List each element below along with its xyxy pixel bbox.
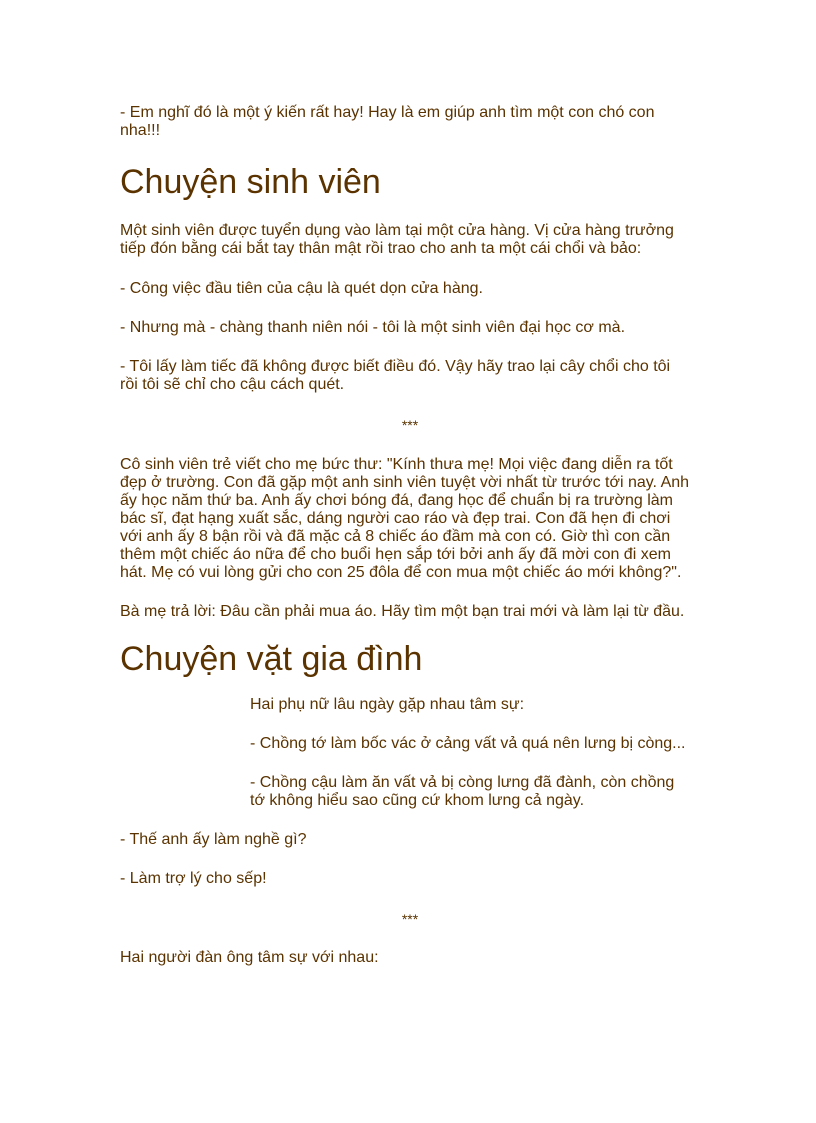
paragraph: Bà mẹ trả lời: Đâu cần phải mua áo. Hãy tìm một bạn trai mới và làm lại từ đầu.	[120, 603, 685, 620]
separator: ***	[401, 417, 419, 433]
section-title-sinh-vien: Chuyện sinh viên	[120, 163, 381, 201]
paragraph: - Chồng tớ làm bốc vác ở cảng vất vả quá nên lưng bị còng...	[250, 735, 686, 752]
intro-paragraph: - Em nghĩ đó là một ý kiến rất hay! Hay là em giúp anh tìm một con chó con nha!!!	[120, 104, 655, 139]
paragraph: - Chồng cậu làm ăn vất vả bị còng lưng đã đành, còn chồng tớ không hiểu sao cũng cứ khom lưng cả ngày.	[250, 774, 675, 809]
paragraph: Một sinh viên được tuyển dụng vào làm tại một cửa hàng. Vị cửa hàng trưởng tiếp đón bằng cái bắt tay thân mật rồi trao cho anh ta một cái chổi và bảo:	[120, 222, 674, 257]
paragraph: Hai người đàn ông tâm sự với nhau:	[120, 949, 379, 966]
paragraph: Cô sinh viên trẻ viết cho mẹ bức thư: "Kính thưa mẹ! Mọi việc đang diễn ra tốt đẹp ở trường. Con đã gặp một anh sinh viên tuyệt vời nhất từ trước tới nay. Anh ấy học năm thứ ba. Anh ấy chơi bóng đá, đang học để chuẩn bị ra trường làm bác sĩ, đạt hạng xuất sắc, dáng người cao ráo và đẹp trai. Con đã hẹn đi chơi với anh ấy 8 bận rồi và đã mặc cả 8 chiếc áo đầm mà con có. Giờ thì con cần thêm một chiếc áo nữa để cho buổi hẹn sắp tới bởi anh ấy đã mời con đi xem hát. Mẹ có vui lòng gửi cho con 25 đôla để con mua một chiếc áo mới không?".	[120, 456, 690, 581]
paragraph: - Làm trợ lý cho sếp!	[120, 870, 267, 887]
section-title-gia-dinh: Chuyện vặt gia đình	[120, 640, 423, 678]
paragraph: - Công việc đầu tiên của cậu là quét dọn cửa hàng.	[120, 280, 483, 297]
paragraph: - Nhưng mà - chàng thanh niên nói - tôi là một sinh viên đại học cơ mà.	[120, 319, 626, 336]
document-page	[120, 0, 700, 967]
separator: ***	[401, 911, 419, 927]
paragraph: - Thế anh ấy làm nghề gì?	[120, 831, 307, 848]
paragraph: - Tôi lấy làm tiếc đã không được biết điều đó. Vậy hãy trao lại cây chổi cho tôi rồi tôi sẽ chỉ cho cậu cách quét.	[120, 358, 671, 393]
paragraph: Hai phụ nữ lâu ngày gặp nhau tâm sự:	[250, 696, 525, 713]
